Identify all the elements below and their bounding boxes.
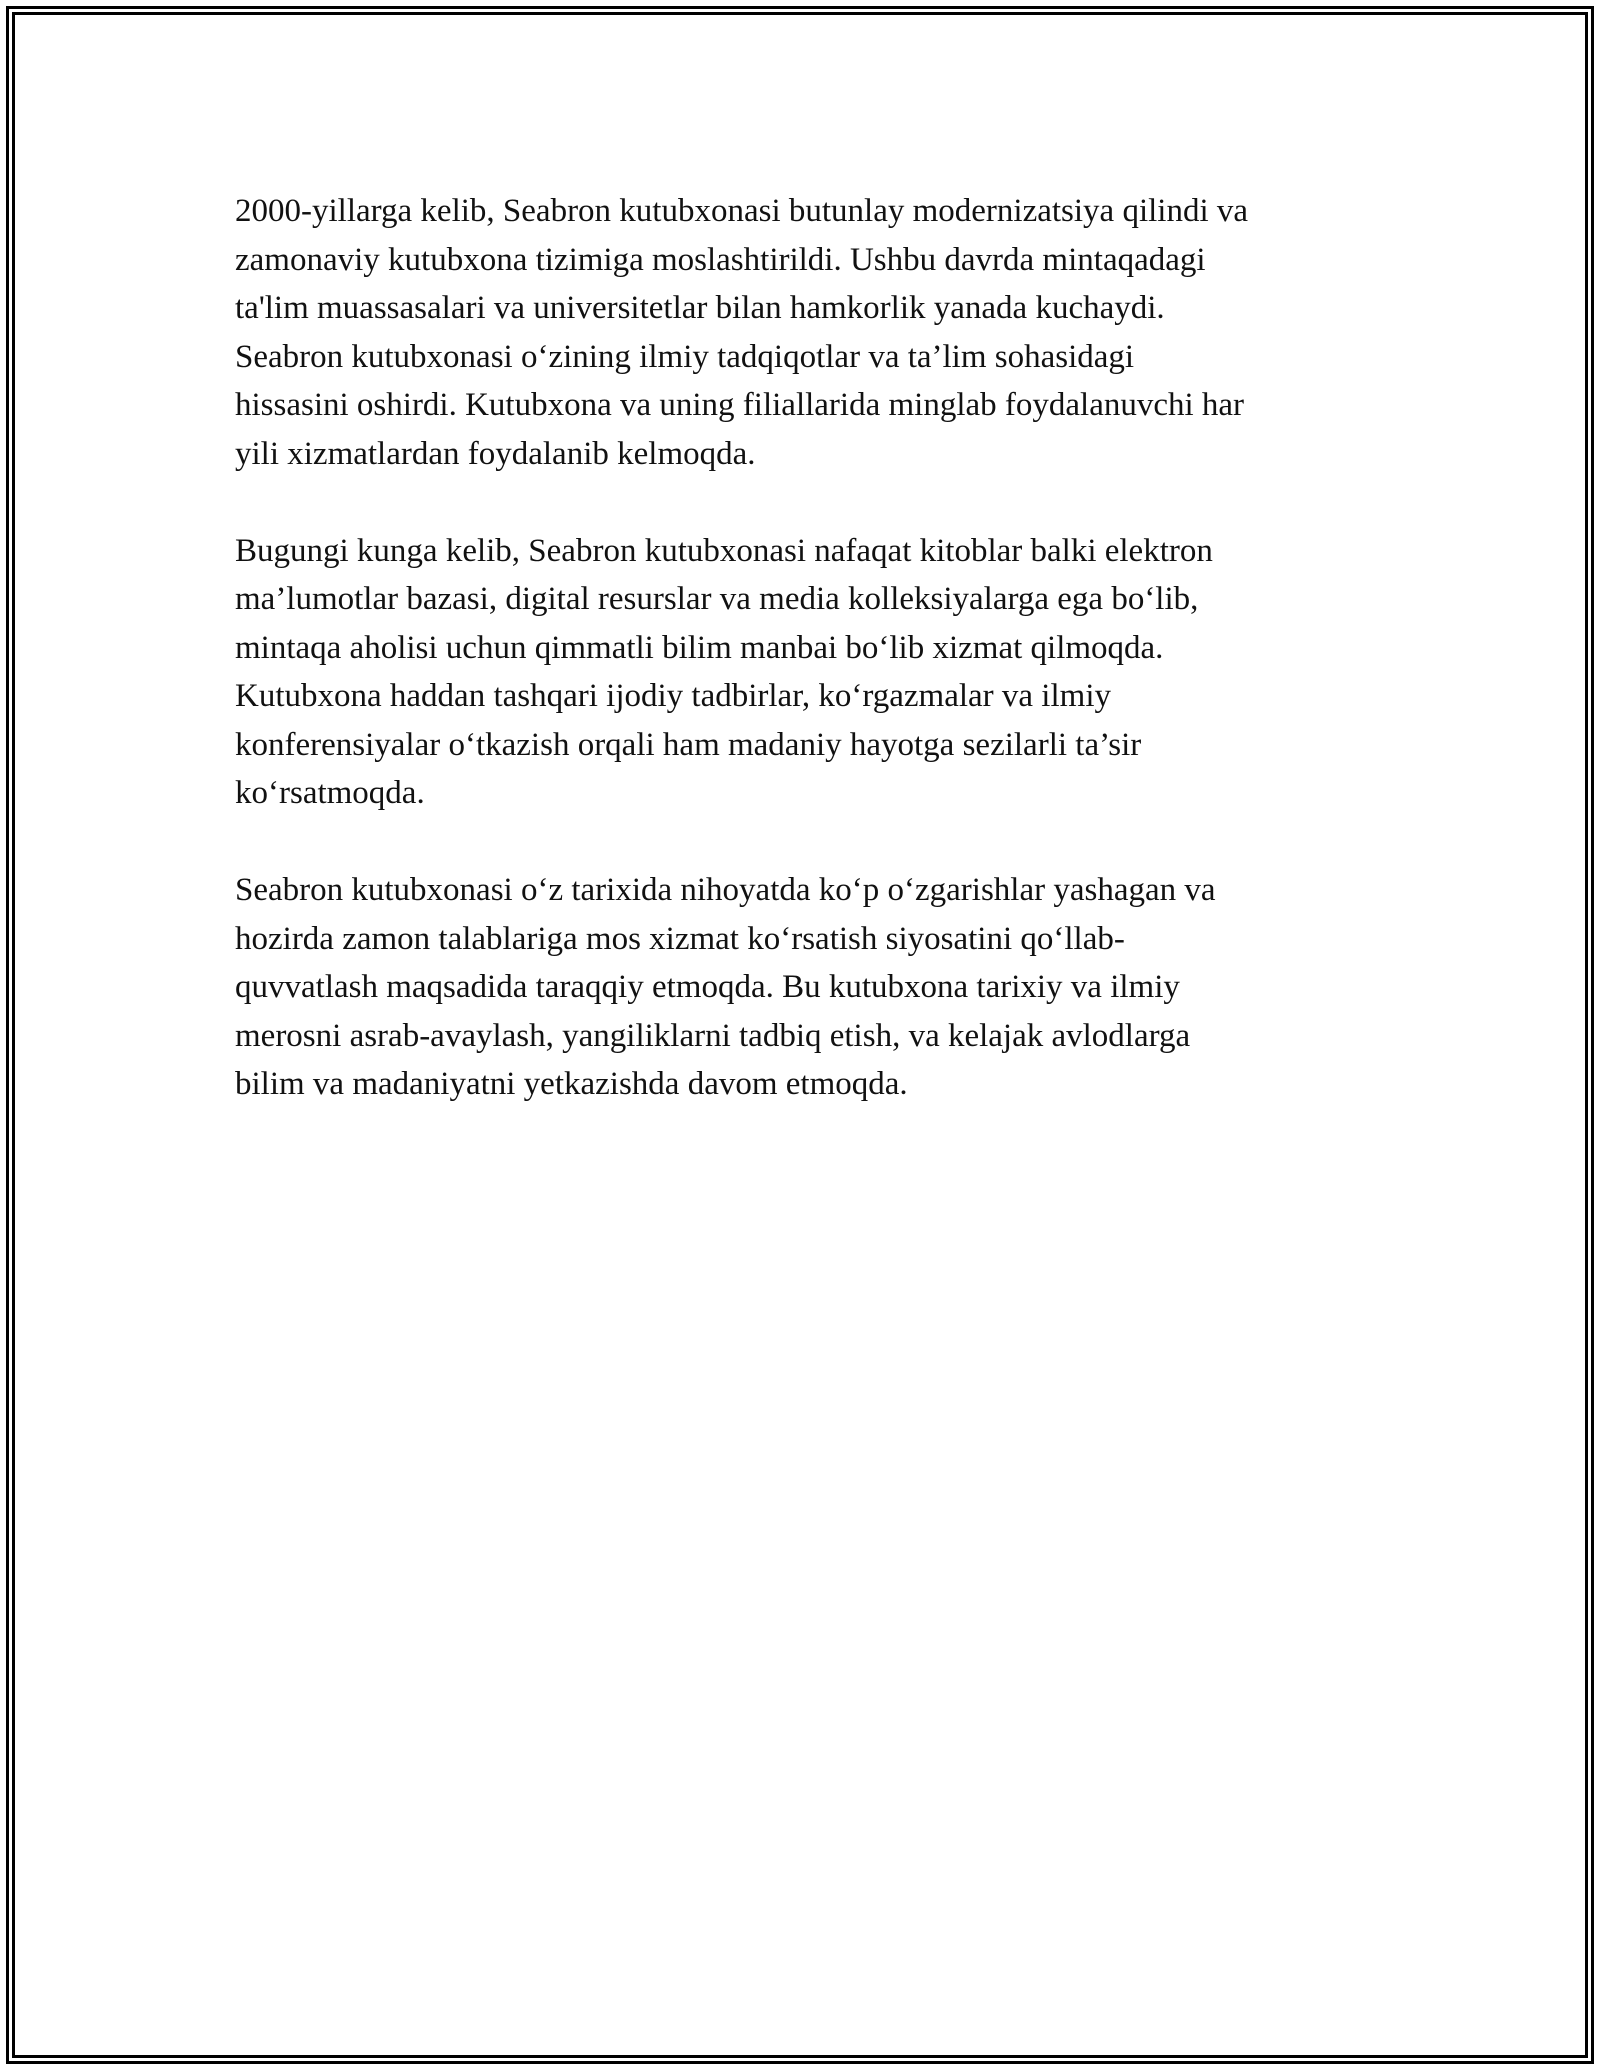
paragraph-history-and-future: Seabron kutubxonasi o‘z tarixida nihoyatda ko‘p o‘zgarishlar yashagan va hozirda zamon talablariga mos xizmat ko‘rsatish siyosatini qo‘llab- quvvatlash maqsadida taraqqiy etmoqda. Bu kutubxona tarixiy va ilmiy merosni asrab-avaylash, yangiliklarni tadbiq etish, va kelajak avlodlarga bilim va madaniyatni yetkazishda davom etmoqda. bbox=[235, 872, 1216, 1102]
document-body bbox=[235, 187, 1370, 1157]
paragraph-modernization: 2000-yillarga kelib, Seabron kutubxonasi butunlay modernizatsiya qilindi va zamonaviy kutubxona tizimiga moslashtirildi. Ushbu davrda mintaqadagi ta'lim muassasalari va universitetlar bilan hamkorlik yanada kuchaydi. Seabron kutubxonasi o‘zining ilmiy tadqiqotlar va ta’lim sohasidagi hissasini oshirdi. Kutubxona va uning filiallarida minglab foydalanuvchi har yili xizmatlardan foydalanib kelmoqda. bbox=[235, 193, 1249, 472]
paragraph-digital-resources: Bugungi kunga kelib, Seabron kutubxonasi nafaqat kitoblar balki elektron ma’lumotlar bazasi, digital resurslar va media kolleksiyalarga ega bo‘lib, mintaqa aholisi uchun qimmatli bilim manbai bo‘lib xizmat qilmoqda. Kutubxona haddan tashqari ijodiy tadbirlar, ko‘rgazmalar va ilmiy konferensiyalar o‘tkazish orqali ham madaniy hayotga sezilarli ta’sir ko‘rsatmoqda. bbox=[235, 532, 1213, 811]
